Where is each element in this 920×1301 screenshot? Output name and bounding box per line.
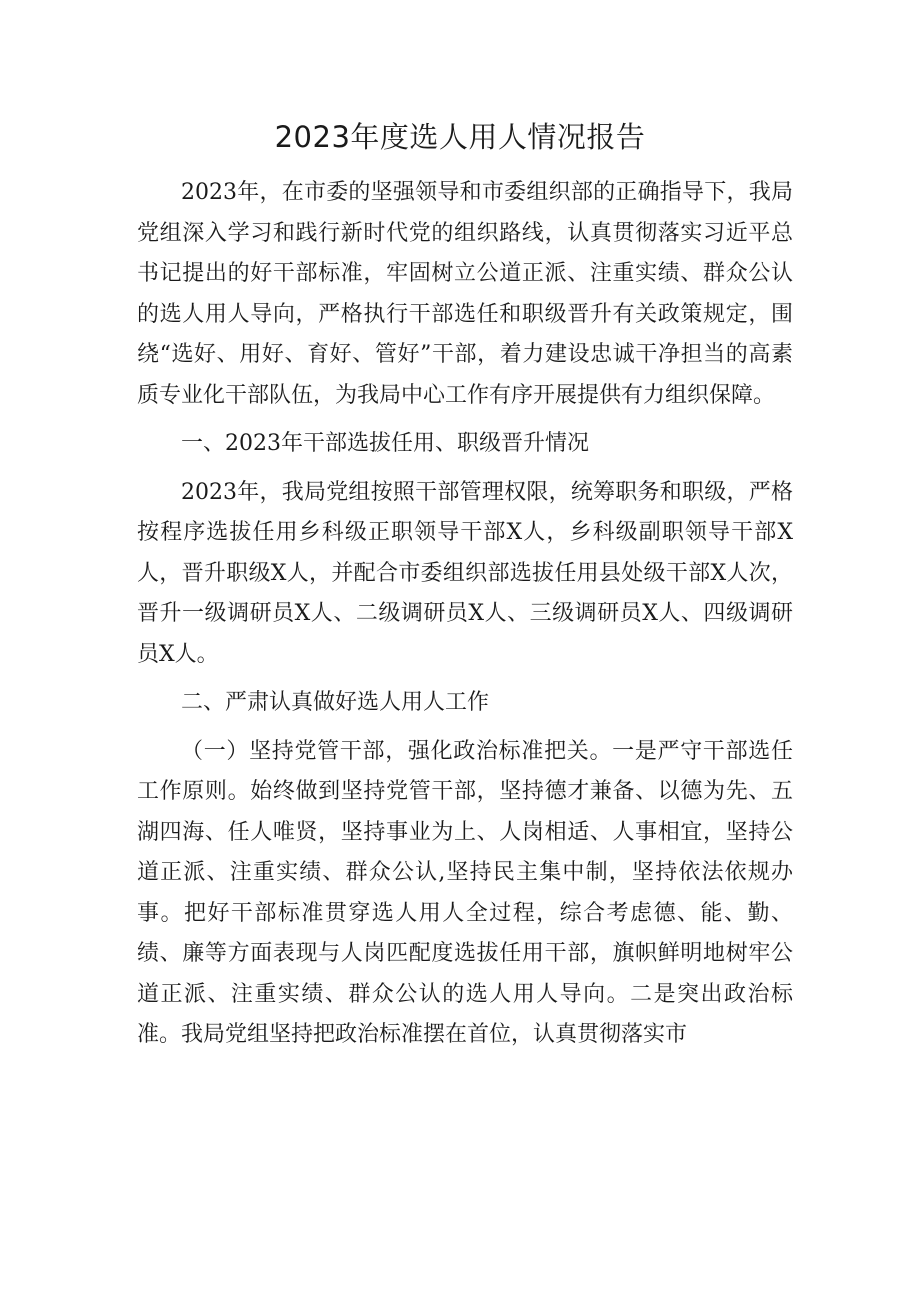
section-heading-2: 二、严肃认真做好选人用人工作 [181,690,490,715]
intro-paragraph: 2023年，在市委的坚强领导和市委组织部的正确指导下，我局党组深入学习和践行新时代党的组织路线，认真贯彻落实习近平总书记提出的好干部标准，牢固树立公道正派、注重实绩、群众公认的选人用人导向，严格执行干部选任和职级晋升有关政策规定，围绕“选好、用好、育好、管好”干部，着力建设忠诚干净担当的高素质专业化干部队伍，为我局中心工作有序开展提供有力组织保障。 [137,180,793,408]
document-body [137,173,793,1056]
document-title: 2023年度选人用人情况报告 [274,120,646,154]
subsection-1-paragraph: （一）坚持党管干部，强化政治标准把关。一是严守干部选任工作原则。始终做到坚持党管干部，坚持德才兼备、以德为先、五湖四海、任人唯贤，坚持事业为上、人岗相适、人事相宜，坚持公道正派、注重实绩、群众公认,坚持民主集中制，坚持依法依规办事。把好干部标准贯穿选人用人全过程，综合考虑德、能、勤、绩、廉等方面表现与人岗匹配度选拔任用干部，旗帜鲜明地树牢公道正派、注重实绩、群众公认的选人用人导向。二是突出政治标准。我局党组坚持把政治标准摆在首位，认真贯彻落实市 [137,738,793,1047]
section-1-paragraph: 2023年，我局党组按照干部管理权限，统筹职务和职级，严格按程序选拔任用乡科级正职领导干部X人，乡科级副职领导干部X人，晋升职级X人，并配合市委组织部选拔任用县处级干部X人次，晋升一级调研员X人、二级调研员X人、三级调研员X人、四级调研员X人。 [137,479,793,667]
section-heading-1: 一、2023年干部选拔任用、职级晋升情况 [181,431,589,456]
